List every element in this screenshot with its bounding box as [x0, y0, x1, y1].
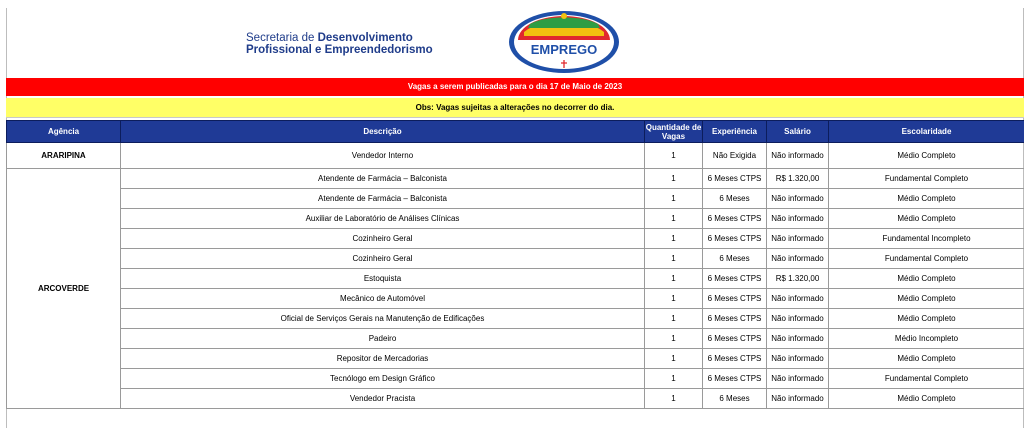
column-header-experiencia: Experiência — [703, 121, 767, 143]
column-header-escolaridade: Escolaridade — [829, 121, 1024, 143]
salario-cell: Não informado — [767, 389, 829, 409]
secretaria-bold: Desenvolvimento — [318, 32, 413, 44]
descricao-cell: Oficial de Serviços Gerais na Manutenção de Edificações — [121, 309, 645, 329]
descricao-cell: Repositor de Mercadorias — [121, 349, 645, 369]
quantidade-cell: 1 — [645, 289, 703, 309]
agency-cell: ARARIPINA — [7, 143, 121, 169]
column-header-salario: Salário — [767, 121, 829, 143]
table-row — [7, 189, 1024, 209]
descricao-cell: Estoquista — [121, 269, 645, 289]
experiencia-cell: 6 Meses CTPS — [703, 309, 767, 329]
quantidade-cell: 1 — [645, 249, 703, 269]
quantidade-cell: 1 — [645, 169, 703, 189]
descricao-cell: Tecnólogo em Design Gráfico — [121, 369, 645, 389]
experiencia-cell: 6 Meses CTPS — [703, 229, 767, 249]
experiencia-cell: 6 Meses CTPS — [703, 349, 767, 369]
descricao-cell: Cozinheiro Geral — [121, 249, 645, 269]
quantidade-cell: 1 — [645, 189, 703, 209]
escolaridade-cell: Fundamental Incompleto — [829, 229, 1024, 249]
table-row — [7, 309, 1024, 329]
secretaria-prefix: Secretaria de — [246, 32, 318, 44]
table-row — [7, 143, 1024, 169]
publication-date-banner: Vagas a serem publicadas para o dia 17 de Maio de 2023 — [6, 78, 1024, 96]
table-row — [7, 289, 1024, 309]
escolaridade-cell: Médio Incompleto — [829, 329, 1024, 349]
salario-cell: R$ 1.320,00 — [767, 269, 829, 289]
table-row — [7, 249, 1024, 269]
salario-cell: Não informado — [767, 209, 829, 229]
logo-text: EMPREGO — [531, 42, 597, 57]
column-header-quantidade: Quantidade de Vagas — [645, 121, 703, 143]
experiencia-cell: 6 Meses CTPS — [703, 329, 767, 349]
table-row — [7, 329, 1024, 349]
salario-cell: Não informado — [767, 289, 829, 309]
descricao-cell: Atendente de Farmácia – Balconista — [121, 189, 645, 209]
escolaridade-cell: Fundamental Completo — [829, 369, 1024, 389]
table-row — [7, 349, 1024, 369]
quantidade-cell: 1 — [645, 329, 703, 349]
escolaridade-cell: Médio Completo — [829, 389, 1024, 409]
quantidade-cell: 1 — [645, 209, 703, 229]
quantidade-cell: 1 — [645, 269, 703, 289]
descricao-cell: Padeiro — [121, 329, 645, 349]
column-header-descricao: Descrição — [121, 121, 645, 143]
table-row — [7, 169, 1024, 189]
table-header-row — [7, 121, 1024, 143]
experiencia-cell: 6 Meses — [703, 249, 767, 269]
secretaria-title — [246, 32, 433, 56]
descricao-cell: Cozinheiro Geral — [121, 229, 645, 249]
descricao-cell: Vendedor Interno — [121, 143, 645, 169]
escolaridade-cell: Médio Completo — [829, 289, 1024, 309]
escolaridade-cell: Médio Completo — [829, 269, 1024, 289]
salario-cell: Não informado — [767, 229, 829, 249]
salario-cell: Não informado — [767, 249, 829, 269]
table-body — [7, 143, 1024, 409]
descricao-cell: Mecânico de Automóvel — [121, 289, 645, 309]
experiencia-cell: 6 Meses — [703, 389, 767, 409]
experiencia-cell: 6 Meses — [703, 189, 767, 209]
experiencia-cell: 6 Meses CTPS — [703, 209, 767, 229]
escolaridade-cell: Médio Completo — [829, 309, 1024, 329]
salario-cell: Não informado — [767, 329, 829, 349]
table-row — [7, 229, 1024, 249]
table-row — [7, 269, 1024, 289]
quantidade-cell: 1 — [645, 309, 703, 329]
salario-cell: Não informado — [767, 189, 829, 209]
experiencia-cell: 6 Meses CTPS — [703, 289, 767, 309]
descricao-cell: Atendente de Farmácia – Balconista — [121, 169, 645, 189]
escolaridade-cell: Médio Completo — [829, 143, 1024, 169]
logo-star-icon — [561, 13, 567, 19]
escolaridade-cell: Médio Completo — [829, 209, 1024, 229]
salario-cell: R$ 1.320,00 — [767, 169, 829, 189]
descricao-cell: Vendedor Pracista — [121, 389, 645, 409]
escolaridade-cell: Fundamental Completo — [829, 249, 1024, 269]
escolaridade-cell: Fundamental Completo — [829, 169, 1024, 189]
salario-cell: Não informado — [767, 349, 829, 369]
column-header-agencia: Agência — [7, 121, 121, 143]
quantidade-cell: 1 — [645, 349, 703, 369]
table-row — [7, 389, 1024, 409]
quantidade-cell: 1 — [645, 369, 703, 389]
observation-banner: Obs: Vagas sujeitas a alterações no decorrer do dia. — [6, 98, 1024, 118]
quantidade-cell: 1 — [645, 229, 703, 249]
salario-cell: Não informado — [767, 309, 829, 329]
experiencia-cell: 6 Meses CTPS — [703, 169, 767, 189]
secretaria-line2: Profissional e Empreendedorismo — [246, 44, 433, 56]
salario-cell: Não informado — [767, 369, 829, 389]
experiencia-cell: Não Exigida — [703, 143, 767, 169]
agency-cell: ARCOVERDE — [7, 169, 121, 409]
salario-cell: Não informado — [767, 143, 829, 169]
experiencia-cell: 6 Meses CTPS — [703, 269, 767, 289]
escolaridade-cell: Médio Completo — [829, 189, 1024, 209]
quantidade-cell: 1 — [645, 143, 703, 169]
emprego-logo — [508, 10, 620, 74]
table-row — [7, 369, 1024, 389]
quantidade-cell: 1 — [645, 389, 703, 409]
escolaridade-cell: Médio Completo — [829, 349, 1024, 369]
descricao-cell: Auxiliar de Laboratório de Análises Clínicas — [121, 209, 645, 229]
vacancies-table — [6, 120, 1024, 409]
experiencia-cell: 6 Meses CTPS — [703, 369, 767, 389]
table-row — [7, 209, 1024, 229]
